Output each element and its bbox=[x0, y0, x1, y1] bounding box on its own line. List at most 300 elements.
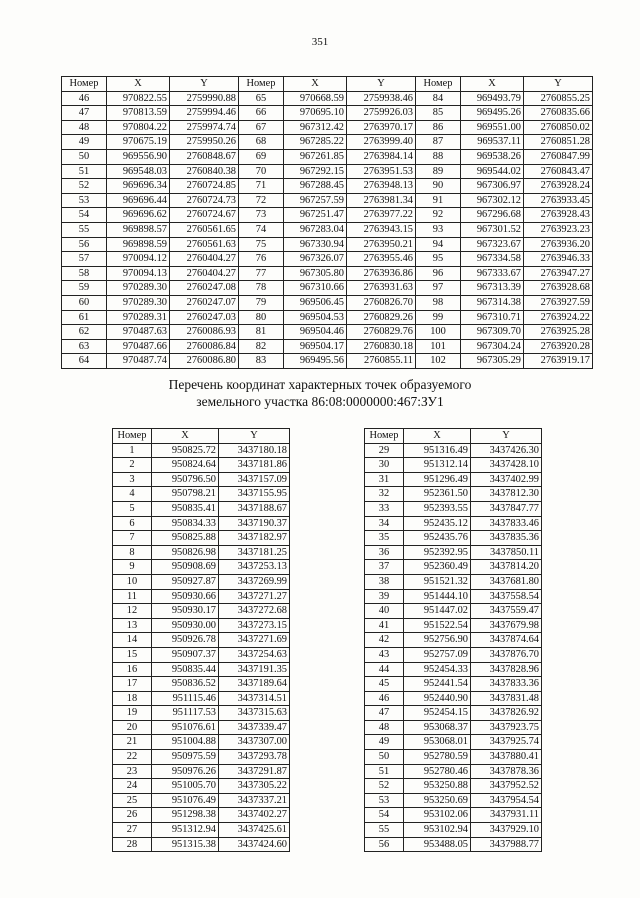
table-cell: 951296.49 bbox=[404, 472, 471, 487]
table-cell: 18 bbox=[113, 691, 152, 706]
table-cell: 2760855.25 bbox=[524, 91, 593, 106]
table-cell: 970487.63 bbox=[107, 325, 170, 340]
table-cell: 14 bbox=[113, 633, 152, 648]
table-cell: 967288.45 bbox=[284, 179, 347, 194]
table-cell: 43 bbox=[365, 647, 404, 662]
table-cell: 2760724.73 bbox=[170, 193, 239, 208]
table-cell: 3437182.97 bbox=[219, 531, 290, 546]
table-cell: 47 bbox=[365, 706, 404, 721]
table-cell: 2763977.22 bbox=[347, 208, 416, 223]
table-cell: 2759990.88 bbox=[170, 91, 239, 106]
table-cell: 2759938.46 bbox=[347, 91, 416, 106]
table-cell: 95 bbox=[416, 252, 461, 267]
table-cell: 64 bbox=[62, 354, 107, 369]
table-cell: 950835.41 bbox=[152, 501, 219, 516]
table-cell: 952454.33 bbox=[404, 662, 471, 677]
table-cell: 967292.15 bbox=[284, 164, 347, 179]
table-cell: 55 bbox=[62, 222, 107, 237]
table-cell: 2760848.67 bbox=[170, 149, 239, 164]
table-cell: 3437339.47 bbox=[219, 720, 290, 735]
table-cell: 2760829.26 bbox=[347, 310, 416, 325]
table-cell: 967301.52 bbox=[461, 222, 524, 237]
table-cell: 6 bbox=[113, 516, 152, 531]
table-cell: 53 bbox=[62, 193, 107, 208]
table-cell: 3437181.86 bbox=[219, 458, 290, 473]
table-cell: 967309.70 bbox=[461, 325, 524, 340]
table-cell: 950836.52 bbox=[152, 677, 219, 692]
table-cell: 87 bbox=[416, 135, 461, 150]
table-cell: 951076.61 bbox=[152, 720, 219, 735]
table-body bbox=[365, 443, 542, 852]
table-cell: 3437812.30 bbox=[471, 487, 542, 502]
table-cell: 30 bbox=[365, 458, 404, 473]
table-cell: 3437157.09 bbox=[219, 472, 290, 487]
table-cell: 969898.59 bbox=[107, 237, 170, 252]
table-row bbox=[113, 662, 290, 677]
table-cell: 2763933.45 bbox=[524, 193, 593, 208]
table-cell: 967285.22 bbox=[284, 135, 347, 150]
table-row bbox=[62, 266, 593, 281]
table-cell: 951115.46 bbox=[152, 691, 219, 706]
table-cell: 97 bbox=[416, 281, 461, 296]
table-row bbox=[113, 487, 290, 502]
table-row bbox=[113, 531, 290, 546]
table-cell: 952440.90 bbox=[404, 691, 471, 706]
table-cell: 3437269.99 bbox=[219, 574, 290, 589]
table-row bbox=[365, 735, 542, 750]
table-cell: 69 bbox=[239, 149, 284, 164]
table-row bbox=[113, 823, 290, 838]
table-cell: 953068.01 bbox=[404, 735, 471, 750]
table-cell: 2760247.07 bbox=[170, 295, 239, 310]
table-row bbox=[365, 560, 542, 575]
table-cell: 970289.30 bbox=[107, 295, 170, 310]
table-body bbox=[113, 443, 290, 852]
table-cell: 3437874.64 bbox=[471, 633, 542, 648]
table-cell: 970289.30 bbox=[107, 281, 170, 296]
table-cell: 969696.34 bbox=[107, 179, 170, 194]
table-cell: 102 bbox=[416, 354, 461, 369]
table-row bbox=[113, 706, 290, 721]
table-cell: 951447.02 bbox=[404, 604, 471, 619]
table-row bbox=[62, 281, 593, 296]
table-cell: 952441.54 bbox=[404, 677, 471, 692]
table-cell: 3437254.63 bbox=[219, 647, 290, 662]
table-row bbox=[113, 501, 290, 516]
table-cell: 5 bbox=[113, 501, 152, 516]
table-row bbox=[113, 604, 290, 619]
table-row bbox=[113, 779, 290, 794]
table-row bbox=[365, 633, 542, 648]
table-cell: 967305.29 bbox=[461, 354, 524, 369]
table-cell: 952435.12 bbox=[404, 516, 471, 531]
column-header: X bbox=[152, 429, 219, 444]
table-cell: 967330.94 bbox=[284, 237, 347, 252]
table-cell: 3437305.22 bbox=[219, 779, 290, 794]
table-cell: 967334.58 bbox=[461, 252, 524, 267]
table-cell: 3437850.11 bbox=[471, 545, 542, 560]
table-cell: 3437952.52 bbox=[471, 779, 542, 794]
table-cell: 79 bbox=[239, 295, 284, 310]
table-cell: 969898.57 bbox=[107, 222, 170, 237]
table-row bbox=[113, 764, 290, 779]
table-cell: 3437273.15 bbox=[219, 618, 290, 633]
coordinates-table-continued bbox=[61, 76, 593, 369]
table-cell: 967305.80 bbox=[284, 266, 347, 281]
table-cell: 2759994.46 bbox=[170, 106, 239, 121]
table-cell: 46 bbox=[365, 691, 404, 706]
table-row bbox=[113, 516, 290, 531]
column-header: Y bbox=[347, 77, 416, 92]
table-cell: 3437425.61 bbox=[219, 823, 290, 838]
table-cell: 23 bbox=[113, 764, 152, 779]
table-cell: 7 bbox=[113, 531, 152, 546]
column-header: Y bbox=[524, 77, 593, 92]
column-header: X bbox=[461, 77, 524, 92]
table-row bbox=[113, 647, 290, 662]
table-cell: 2760404.27 bbox=[170, 266, 239, 281]
table-cell: 58 bbox=[62, 266, 107, 281]
table-cell: 950930.66 bbox=[152, 589, 219, 604]
table-cell: 2763955.46 bbox=[347, 252, 416, 267]
table-cell: 952392.95 bbox=[404, 545, 471, 560]
table-row bbox=[62, 91, 593, 106]
table-cell: 66 bbox=[239, 106, 284, 121]
table-cell: 2763950.21 bbox=[347, 237, 416, 252]
table-row bbox=[113, 720, 290, 735]
table-cell: 3437954.54 bbox=[471, 793, 542, 808]
table-cell: 39 bbox=[365, 589, 404, 604]
table-cell: 3437155.95 bbox=[219, 487, 290, 502]
table-cell: 950834.33 bbox=[152, 516, 219, 531]
coordinates-table-left bbox=[112, 428, 290, 852]
table-cell: 2763927.59 bbox=[524, 295, 593, 310]
table-cell: 953102.94 bbox=[404, 823, 471, 838]
table-row bbox=[365, 545, 542, 560]
table-row bbox=[113, 633, 290, 648]
table-cell: 3437314.51 bbox=[219, 691, 290, 706]
table-cell: 21 bbox=[113, 735, 152, 750]
table-cell: 72 bbox=[239, 193, 284, 208]
table-cell: 3437307.00 bbox=[219, 735, 290, 750]
table-cell: 2763951.53 bbox=[347, 164, 416, 179]
table-cell: 2760086.80 bbox=[170, 354, 239, 369]
table-cell: 85 bbox=[416, 106, 461, 121]
table-cell: 969538.26 bbox=[461, 149, 524, 164]
column-header: Номер bbox=[365, 429, 404, 444]
table-cell: 953102.06 bbox=[404, 808, 471, 823]
table-cell: 952757.09 bbox=[404, 647, 471, 662]
table-cell: 2763948.13 bbox=[347, 179, 416, 194]
table-row bbox=[62, 310, 593, 325]
table-cell: 3 bbox=[113, 472, 152, 487]
table-cell: 951298.38 bbox=[152, 808, 219, 823]
table-cell: 96 bbox=[416, 266, 461, 281]
table-cell: 17 bbox=[113, 677, 152, 692]
table-row bbox=[365, 574, 542, 589]
table-cell: 950798.21 bbox=[152, 487, 219, 502]
table-row bbox=[62, 339, 593, 354]
table-cell: 2763928.24 bbox=[524, 179, 593, 194]
column-header: Номер bbox=[62, 77, 107, 92]
table-cell: 3437337.21 bbox=[219, 793, 290, 808]
table-cell: 2760086.84 bbox=[170, 339, 239, 354]
table-cell: 953068.37 bbox=[404, 720, 471, 735]
table-cell: 950824.64 bbox=[152, 458, 219, 473]
table-cell: 36 bbox=[365, 545, 404, 560]
table-cell: 951521.32 bbox=[404, 574, 471, 589]
table-cell: 99 bbox=[416, 310, 461, 325]
table-cell: 32 bbox=[365, 487, 404, 502]
table-cell: 15 bbox=[113, 647, 152, 662]
table-cell: 20 bbox=[113, 720, 152, 735]
table-cell: 37 bbox=[365, 560, 404, 575]
table-cell: 950930.00 bbox=[152, 618, 219, 633]
table-cell: 3437814.20 bbox=[471, 560, 542, 575]
table-cell: 950825.88 bbox=[152, 531, 219, 546]
table-cell: 2760851.28 bbox=[524, 135, 593, 150]
table-cell: 950976.26 bbox=[152, 764, 219, 779]
table-row bbox=[62, 120, 593, 135]
table-cell: 2760724.85 bbox=[170, 179, 239, 194]
table-cell: 2760843.47 bbox=[524, 164, 593, 179]
table-cell: 969493.79 bbox=[461, 91, 524, 106]
table-cell: 950835.44 bbox=[152, 662, 219, 677]
table-cell: 952435.76 bbox=[404, 531, 471, 546]
table-cell: 49 bbox=[365, 735, 404, 750]
table-cell: 969544.02 bbox=[461, 164, 524, 179]
table-row bbox=[365, 443, 542, 458]
table-cell: 50 bbox=[365, 750, 404, 765]
table-cell: 11 bbox=[113, 589, 152, 604]
table-cell: 967310.71 bbox=[461, 310, 524, 325]
table-row bbox=[62, 354, 593, 369]
table-cell: 969696.62 bbox=[107, 208, 170, 223]
table-cell: 951005.70 bbox=[152, 779, 219, 794]
table-cell: 970289.31 bbox=[107, 310, 170, 325]
table-cell: 3437833.46 bbox=[471, 516, 542, 531]
table-cell: 3437878.36 bbox=[471, 764, 542, 779]
table-cell: 2760561.65 bbox=[170, 222, 239, 237]
table-row bbox=[113, 750, 290, 765]
table-cell: 77 bbox=[239, 266, 284, 281]
table-row bbox=[365, 691, 542, 706]
table-row bbox=[365, 793, 542, 808]
table-cell: 2763946.33 bbox=[524, 252, 593, 267]
table-row bbox=[62, 325, 593, 340]
table-cell: 969537.11 bbox=[461, 135, 524, 150]
table-row bbox=[113, 443, 290, 458]
table-cell: 970094.12 bbox=[107, 252, 170, 267]
table-cell: 90 bbox=[416, 179, 461, 194]
table-cell: 101 bbox=[416, 339, 461, 354]
table-cell: 3437271.27 bbox=[219, 589, 290, 604]
table-cell: 12 bbox=[113, 604, 152, 619]
table-row bbox=[62, 164, 593, 179]
table-cell: 967302.12 bbox=[461, 193, 524, 208]
table-cell: 952393.55 bbox=[404, 501, 471, 516]
table-cell: 2763943.15 bbox=[347, 222, 416, 237]
table-cell: 970813.59 bbox=[107, 106, 170, 121]
table-cell: 3437681.80 bbox=[471, 574, 542, 589]
table-cell: 969506.45 bbox=[284, 295, 347, 310]
table-row bbox=[113, 458, 290, 473]
table-cell: 2763928.68 bbox=[524, 281, 593, 296]
table-cell: 951312.14 bbox=[404, 458, 471, 473]
table-cell: 967306.97 bbox=[461, 179, 524, 194]
table-row bbox=[113, 589, 290, 604]
table-cell: 82 bbox=[239, 339, 284, 354]
table-cell: 950907.37 bbox=[152, 647, 219, 662]
table-row bbox=[62, 135, 593, 150]
table-row bbox=[62, 106, 593, 121]
page-number: 351 bbox=[311, 36, 329, 48]
table-cell: 81 bbox=[239, 325, 284, 340]
table-row bbox=[62, 179, 593, 194]
table-cell: 952756.90 bbox=[404, 633, 471, 648]
table-cell: 970094.13 bbox=[107, 266, 170, 281]
table-cell: 61 bbox=[62, 310, 107, 325]
table-cell: 92 bbox=[416, 208, 461, 223]
table-cell: 969504.53 bbox=[284, 310, 347, 325]
table-cell: 54 bbox=[365, 808, 404, 823]
table-cell: 40 bbox=[365, 604, 404, 619]
table-cell: 3437831.48 bbox=[471, 691, 542, 706]
table-cell: 76 bbox=[239, 252, 284, 267]
table-cell: 967323.67 bbox=[461, 237, 524, 252]
table-cell: 25 bbox=[113, 793, 152, 808]
table-cell: 2763923.23 bbox=[524, 222, 593, 237]
table-cell: 38 bbox=[365, 574, 404, 589]
table-row bbox=[62, 252, 593, 267]
table-cell: 48 bbox=[365, 720, 404, 735]
section-title-line-1: Перечень координат характерных точек образуемого bbox=[168, 377, 472, 392]
table-cell: 65 bbox=[239, 91, 284, 106]
table-cell: 22 bbox=[113, 750, 152, 765]
table-cell: 969504.46 bbox=[284, 325, 347, 340]
table-cell: 969548.03 bbox=[107, 164, 170, 179]
table-cell: 62 bbox=[62, 325, 107, 340]
table-cell: 3437315.63 bbox=[219, 706, 290, 721]
table-cell: 2763936.86 bbox=[347, 266, 416, 281]
table-cell: 3437988.77 bbox=[471, 837, 542, 852]
table-cell: 950975.59 bbox=[152, 750, 219, 765]
table-cell: 93 bbox=[416, 222, 461, 237]
table-cell: 2759926.03 bbox=[347, 106, 416, 121]
table-cell: 3437424.60 bbox=[219, 837, 290, 852]
table-row bbox=[365, 677, 542, 692]
table-cell: 3437828.96 bbox=[471, 662, 542, 677]
table-row bbox=[365, 750, 542, 765]
table-cell: 3437931.11 bbox=[471, 808, 542, 823]
table-cell: 54 bbox=[62, 208, 107, 223]
table-cell: 35 bbox=[365, 531, 404, 546]
table-cell: 953250.69 bbox=[404, 793, 471, 808]
table-cell: 967312.42 bbox=[284, 120, 347, 135]
table-cell: 52 bbox=[62, 179, 107, 194]
column-header: Y bbox=[219, 429, 290, 444]
column-header: X bbox=[284, 77, 347, 92]
table-cell: 63 bbox=[62, 339, 107, 354]
table-cell: 71 bbox=[239, 179, 284, 194]
table-cell: 26 bbox=[113, 808, 152, 823]
section-title bbox=[0, 376, 640, 410]
table-cell: 86 bbox=[416, 120, 461, 135]
table-cell: 3437929.10 bbox=[471, 823, 542, 838]
table-cell: 27 bbox=[113, 823, 152, 838]
table-cell: 56 bbox=[365, 837, 404, 852]
table-cell: 969556.90 bbox=[107, 149, 170, 164]
table-cell: 67 bbox=[239, 120, 284, 135]
table-cell: 2763970.17 bbox=[347, 120, 416, 135]
table-row bbox=[113, 735, 290, 750]
table-cell: 2760561.63 bbox=[170, 237, 239, 252]
table-row bbox=[365, 720, 542, 735]
table-row bbox=[62, 222, 593, 237]
table-row bbox=[365, 531, 542, 546]
table-cell: 951076.49 bbox=[152, 793, 219, 808]
table-cell: 950825.72 bbox=[152, 443, 219, 458]
table-cell: 57 bbox=[62, 252, 107, 267]
table-row bbox=[365, 837, 542, 852]
column-header: Номер bbox=[416, 77, 461, 92]
table-cell: 51 bbox=[365, 764, 404, 779]
table-cell: 19 bbox=[113, 706, 152, 721]
column-header: X bbox=[404, 429, 471, 444]
table-cell: 88 bbox=[416, 149, 461, 164]
table-cell: 969551.00 bbox=[461, 120, 524, 135]
table-row bbox=[113, 808, 290, 823]
table-cell: 45 bbox=[365, 677, 404, 692]
table-cell: 970487.66 bbox=[107, 339, 170, 354]
table-row bbox=[113, 574, 290, 589]
table-cell: 970822.55 bbox=[107, 91, 170, 106]
table-cell: 48 bbox=[62, 120, 107, 135]
table-row bbox=[62, 193, 593, 208]
table-cell: 3437880.41 bbox=[471, 750, 542, 765]
table-cell: 8 bbox=[113, 545, 152, 560]
table-row bbox=[62, 237, 593, 252]
table-cell: 51 bbox=[62, 164, 107, 179]
table-header-row bbox=[62, 77, 593, 92]
table-cell: 2 bbox=[113, 458, 152, 473]
table-cell: 3437558.54 bbox=[471, 589, 542, 604]
table-cell: 46 bbox=[62, 91, 107, 106]
table-cell: 70 bbox=[239, 164, 284, 179]
table-cell: 3437833.36 bbox=[471, 677, 542, 692]
table-cell: 83 bbox=[239, 354, 284, 369]
table-cell: 951315.38 bbox=[152, 837, 219, 852]
table-cell: 60 bbox=[62, 295, 107, 310]
table-cell: 967304.24 bbox=[461, 339, 524, 354]
table-cell: 3437923.75 bbox=[471, 720, 542, 735]
column-header: Y bbox=[471, 429, 542, 444]
table-row bbox=[113, 545, 290, 560]
table-cell: 16 bbox=[113, 662, 152, 677]
table-cell: 2760247.08 bbox=[170, 281, 239, 296]
table-cell: 74 bbox=[239, 222, 284, 237]
table-cell: 2763928.43 bbox=[524, 208, 593, 223]
table-cell: 52 bbox=[365, 779, 404, 794]
table-cell: 951004.88 bbox=[152, 735, 219, 750]
table-cell: 967251.47 bbox=[284, 208, 347, 223]
table-cell: 2763919.17 bbox=[524, 354, 593, 369]
table-row bbox=[365, 487, 542, 502]
table-cell: 969495.26 bbox=[461, 106, 524, 121]
table-row bbox=[365, 589, 542, 604]
table-cell: 3437291.87 bbox=[219, 764, 290, 779]
table-cell: 28 bbox=[113, 837, 152, 852]
